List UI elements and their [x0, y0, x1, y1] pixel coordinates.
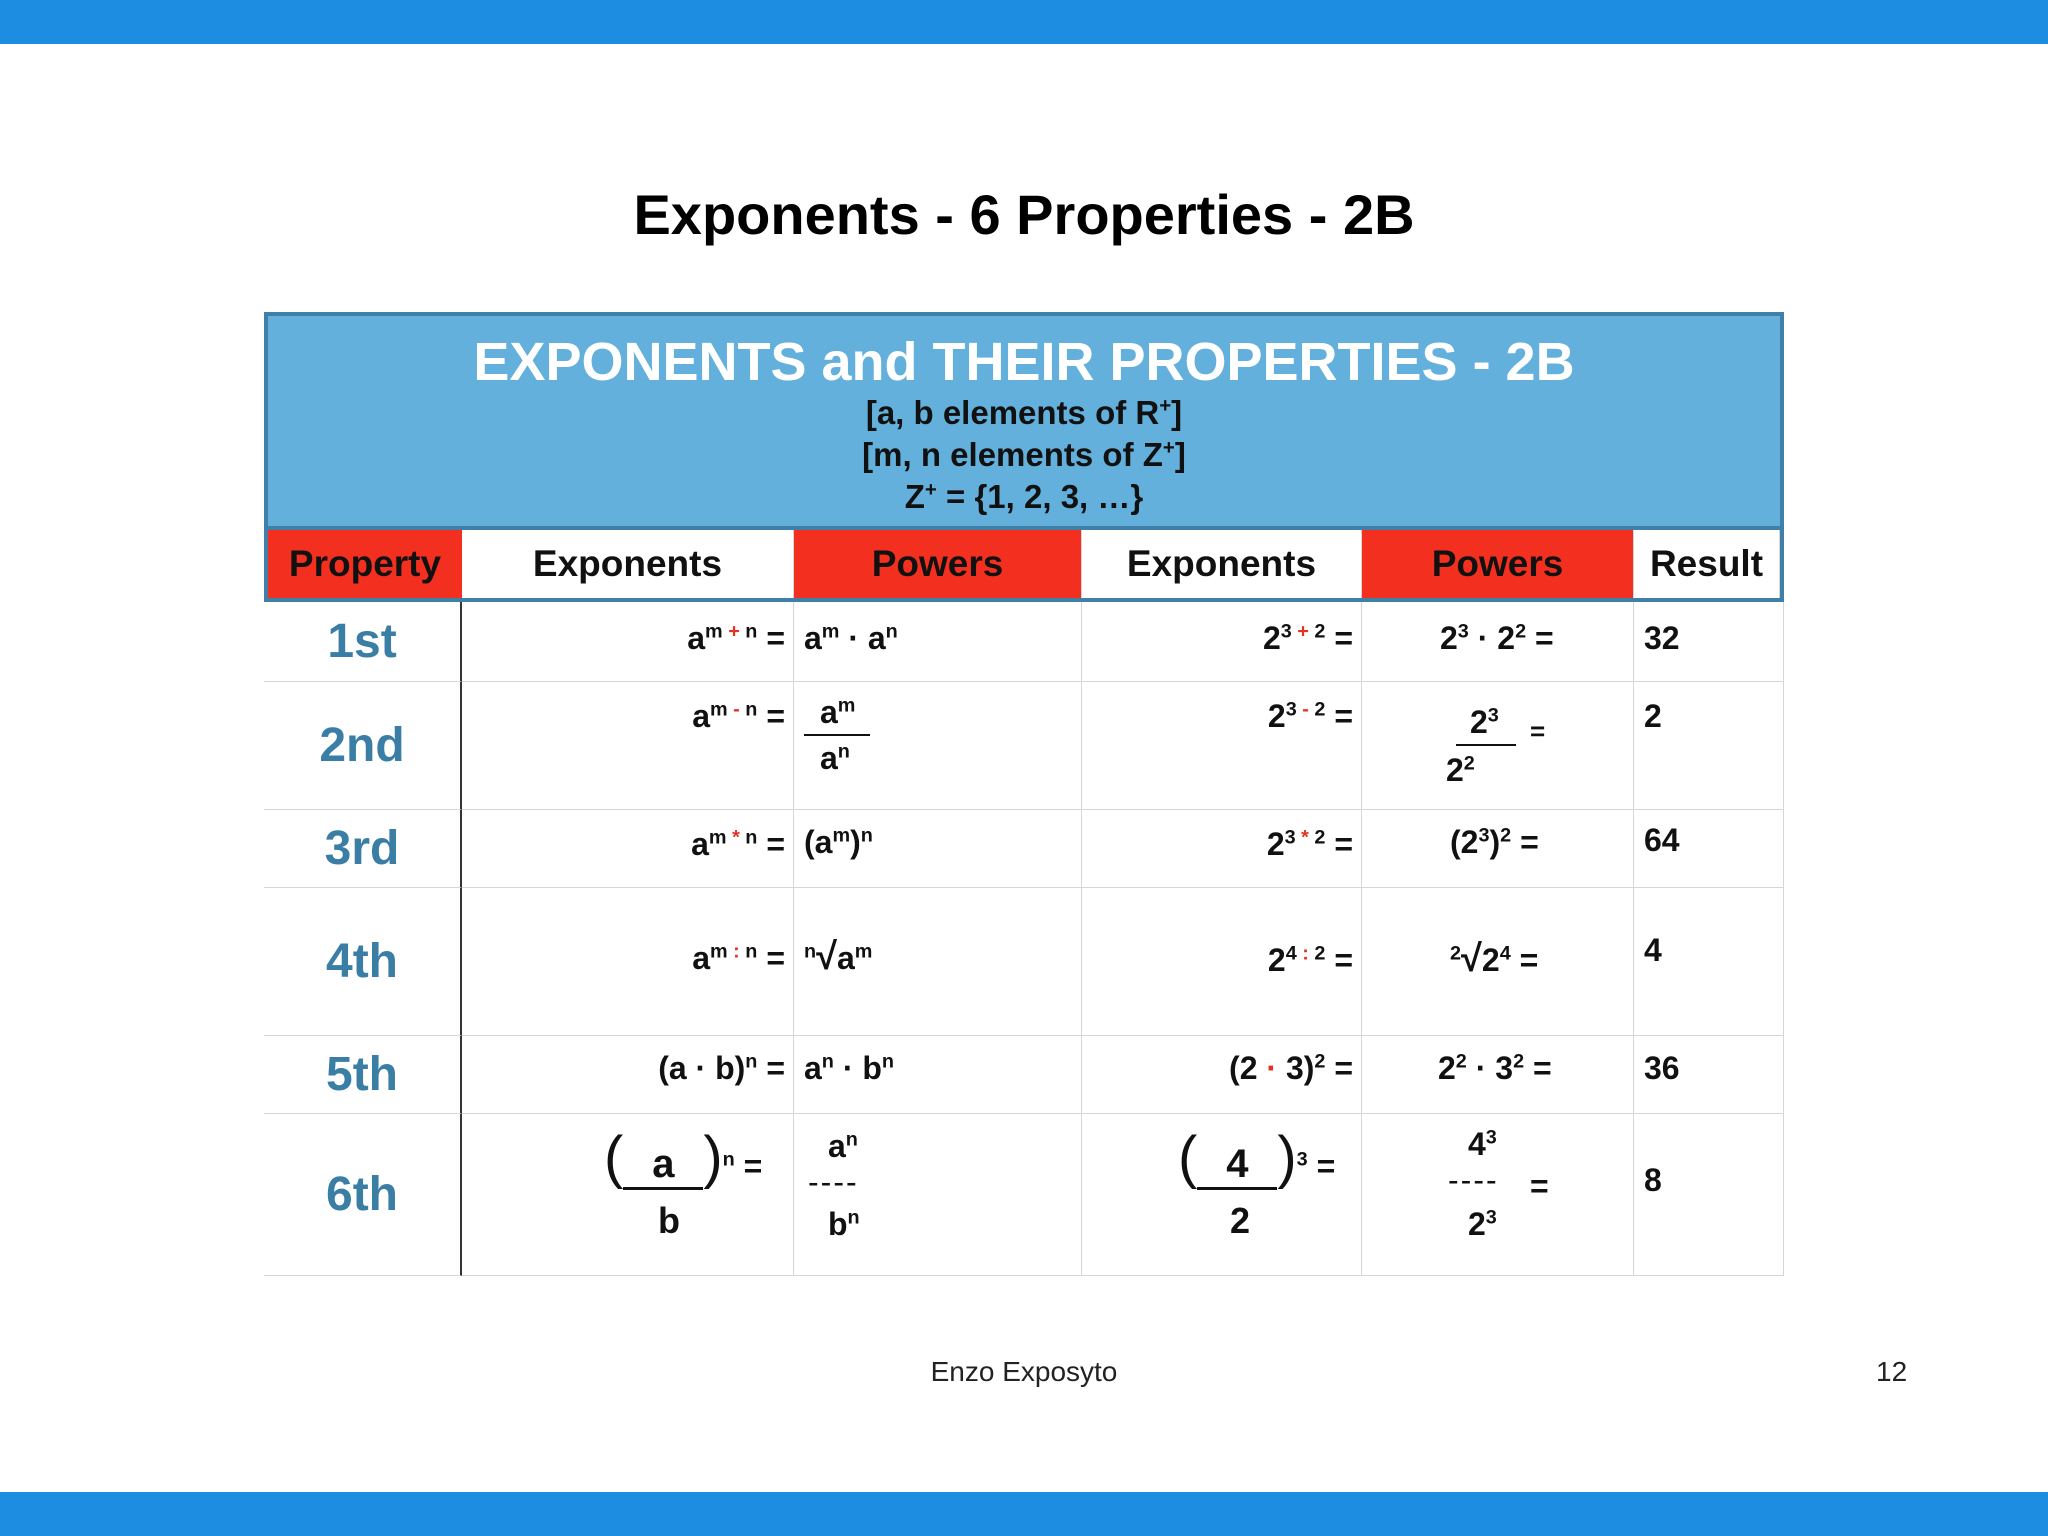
power-form: $a^m \cdot a^n$	[804, 620, 898, 656]
exponent-form: $a^{m + n}$ =	[687, 620, 785, 656]
footer-author: Enzo Exposyto	[930, 1356, 1118, 1387]
fraction-bar: ----	[808, 1164, 859, 1200]
table-row	[264, 602, 1784, 682]
z-plus-definition: Z+ = {1, 2, 3, …}	[904, 478, 1144, 515]
fraction-denominator: 2	[1230, 1200, 1251, 1241]
equals-sign: =	[1530, 1168, 1549, 1204]
power-example: $^2√2^4$ =	[1450, 938, 1539, 980]
result-value: 4	[1644, 932, 1662, 968]
domain-mn: [m, n elements of Z+]	[862, 436, 1186, 473]
property-ordinal: 2nd	[319, 719, 405, 772]
slide-title: Exponents - 6 Properties - 2B	[633, 183, 1415, 246]
fraction-denominator: $2^2$	[1446, 752, 1475, 788]
power-example: $2^3 \cdot 2^2$ =	[1440, 620, 1554, 656]
bottom-band	[0, 1492, 2048, 1536]
exponent-form: ( a )$^n$ =	[604, 1125, 763, 1190]
col-header-property: Property	[268, 530, 462, 598]
col-header-result: Result	[1634, 530, 1780, 598]
properties-table	[264, 312, 1784, 1276]
fraction-bar	[804, 734, 870, 736]
column-header-row	[264, 526, 1784, 602]
table-row	[264, 888, 1784, 1036]
table-row	[264, 1036, 1784, 1114]
col-header-exponents-example: Exponents	[1082, 530, 1362, 598]
page-number: 12	[1876, 1356, 1908, 1387]
exponent-form: $a^{m - n}$ =	[692, 698, 785, 734]
property-ordinal: 5th	[326, 1048, 398, 1101]
col-header-powers-example: Powers	[1362, 530, 1634, 598]
property-ordinal: 3rd	[324, 822, 400, 875]
fraction-numerator: $a^n$	[828, 1128, 858, 1164]
col-header-exponents: Exponents	[462, 530, 794, 598]
power-form: $a^n \cdot b^n$	[804, 1050, 895, 1086]
power-example: $(2^3)^2$ =	[1450, 824, 1539, 860]
table-row	[264, 682, 1784, 810]
fraction-denominator: b	[658, 1200, 680, 1241]
exponent-example: ( 4 )$^3$ =	[1178, 1125, 1336, 1190]
domain-ab: [a, b elements of R+]	[865, 394, 1183, 431]
result-value: 2	[1644, 698, 1662, 734]
fraction-numerator: $2^3$	[1470, 704, 1499, 740]
equals-sign: =	[1530, 716, 1546, 746]
exponent-form: $a^{m : n}$ =	[692, 940, 785, 976]
exponent-example: $2^{3 + 2}$ =	[1262, 620, 1353, 656]
fraction-denominator: $a^n$	[820, 740, 850, 776]
exponent-form: $a^{m * n}$ =	[691, 826, 785, 862]
result-value: 64	[1644, 822, 1680, 858]
result-value: 32	[1644, 620, 1680, 656]
exponent-form: $(a \cdot b)^n$ =	[658, 1050, 785, 1086]
power-form: $^n√a^m$	[804, 936, 873, 978]
result-value: 36	[1644, 1050, 1680, 1086]
top-band	[0, 0, 2048, 44]
fraction-denominator: $b^n$	[828, 1206, 860, 1242]
fraction-numerator: $a^m$	[820, 694, 856, 730]
power-form: $(a^m)^n$	[804, 824, 873, 860]
property-ordinal: 1st	[327, 615, 397, 668]
fraction-bar	[1456, 744, 1516, 746]
exponent-example: 2$^{3 - 2}$ =	[1267, 698, 1353, 734]
property-ordinal: 6th	[326, 1168, 398, 1221]
exponent-example: $(2 \cdot 3)^2$ =	[1229, 1050, 1353, 1086]
table-title-block	[264, 312, 1784, 526]
fraction-bar: ----	[1448, 1162, 1499, 1198]
property-ordinal: 4th	[326, 935, 398, 988]
table-row	[264, 1114, 1784, 1276]
fraction-numerator: $4^3$	[1468, 1126, 1497, 1162]
exponent-example: $2^{3 * 2}$ =	[1266, 826, 1353, 862]
fraction-denominator: $2^3$	[1468, 1206, 1497, 1242]
col-header-powers: Powers	[794, 530, 1082, 598]
exponent-example: $2^{4 : 2}$ =	[1267, 942, 1353, 978]
power-example: $2^2 \cdot 3^2$ =	[1438, 1050, 1552, 1086]
result-value: 8	[1644, 1162, 1662, 1198]
table-row	[264, 810, 1784, 888]
table-title: EXPONENTS and THEIR PROPERTIES - 2B	[473, 332, 1575, 392]
